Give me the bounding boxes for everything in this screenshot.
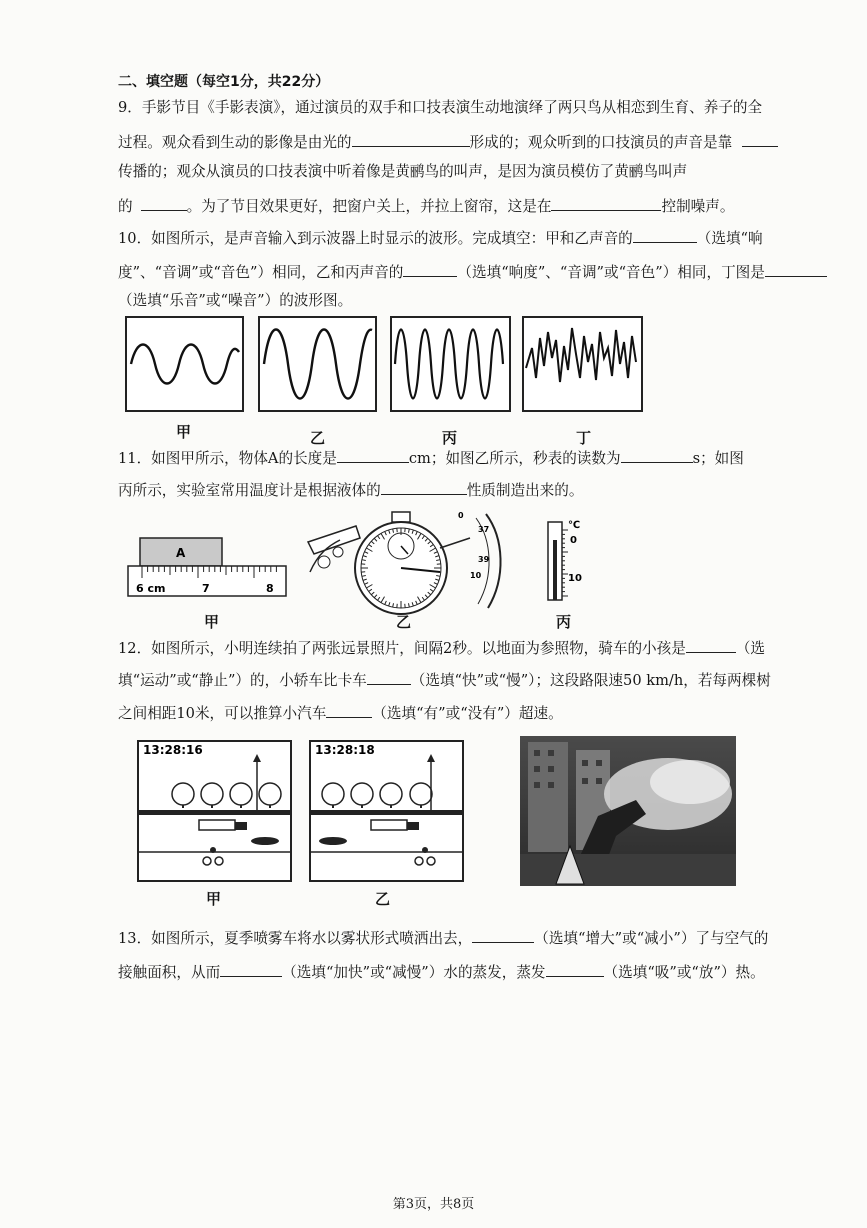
page-footer: 第3页，共8页 [392,1197,475,1212]
q10-line-1 [118,228,763,249]
answer-blank[interactable] [621,448,693,463]
figure-label: 丙 [556,613,572,631]
q13-text: （选填“吸”或“放”）热。 [603,964,765,981]
q11-line-1 [118,448,744,469]
section-title: 二、填空题（每空1分，共22分） [118,74,330,90]
q12-text: （选 [735,640,766,657]
waveform-ding [522,316,643,412]
q9-line-3: 传播的；观众从演员的口技表演中听着像是黄鹂鸟的叫声，是因为演员模仿了黄鹂鸟叫声 [118,163,688,180]
thermometer-tick-label: 0 [570,535,577,546]
answer-blank[interactable] [765,262,827,277]
answer-blank[interactable] [546,962,604,977]
q10-text: （选填“响 [696,230,763,247]
answer-blank[interactable] [337,448,409,463]
answer-blank[interactable] [381,480,467,495]
q10-text: 度”、“音调”或“音色”）相同，乙和丙声音的 [118,264,404,281]
figure-label: 甲 [204,613,220,631]
q13-line-2 [118,962,765,983]
thermometer-unit: ℃ [568,520,581,531]
sine-wave-figure [127,318,242,410]
ruler-tick-label: 6 cm [136,582,166,595]
q11-text: 11．如图甲所示，物体A的长度是 [118,450,337,467]
spray-truck-photo [520,736,736,886]
q11-text: 性质制造出来的。 [466,482,584,499]
q9-line-1: 9．手影节目《手影表演》，通过演员的双手和口技表演生动地演绎了两只鸟从相恋到生育、养子的全 [118,99,763,116]
q13-text: （选填“增大”或“减小”）了与空气的 [534,930,769,947]
waveform-yi [258,316,377,412]
q12-text: 12．如图所示，小明连续拍了两张远景照片，间隔2秒。以地面为参照物，骑车的小孩是 [118,640,686,657]
ruler-figure [126,530,291,600]
truck [199,820,235,830]
q11-text: s；如图 [692,450,744,467]
car [251,837,279,845]
q10-text: 10．如图所示，是声音输入到示波器上时显示的波形。完成填空：甲和乙声音的 [118,230,633,247]
sine-wave-figure [260,318,375,410]
q10-line-2 [118,262,827,283]
q13-text: （选填“加快”或“减慢”）水的蒸发，蒸发 [282,964,546,981]
q13-text: 接触面积，从而 [118,964,221,981]
q13-text: 13．如图所示，夏季喷雾车将水以雾状形式喷洒出去， [118,930,473,947]
stopwatch-mark: 10 [470,571,482,580]
stopwatch-mark: 39 [478,555,490,564]
q11-line-2 [118,480,583,501]
figure-label: 乙 [310,429,326,447]
answer-blank[interactable] [551,196,661,211]
q11-text: 丙所示，实验室常用温度计是根据液体的 [118,482,381,499]
answer-blank[interactable] [326,703,372,718]
sine-wave-figure [392,318,509,410]
ruler-tick-label: 8 [266,582,274,595]
q12-text: （选填“有”或“没有”）超速。 [372,705,563,722]
answer-blank[interactable] [352,132,470,147]
road-photo-jia [137,740,292,882]
q10-line-3: （选填“乐音”或“噪音”）的波形图。 [118,292,353,309]
answer-blank[interactable] [220,962,282,977]
figure-label: 甲 [206,890,222,908]
q12-line-1 [118,638,765,659]
q10-text: （选填“响度”、“音调”或“音色”）相同，丁图是 [457,264,765,281]
thermometer-tick-label: 10 [568,573,582,584]
object-a-label: A [176,546,186,560]
q12-text: （选填“快”或“慢”）；这段路限速50 km/h，若每两棵树 [410,672,771,689]
q12-text: 填“运动”或“静止”）的，小轿车比卡车 [118,672,367,689]
q9-line-4 [118,196,734,217]
q12-line-2 [118,670,771,691]
figure-label: 甲 [176,423,192,441]
truck [371,820,407,830]
q9-text: 过程。观众看到生动的影像是由光的 [118,134,352,151]
q12-text: 之间相距10米，可以推算小汽车 [118,705,327,722]
figure-label: 乙 [375,890,391,908]
answer-blank[interactable] [403,262,457,277]
q13-line-1 [118,928,768,949]
q9-line-2 [118,132,778,153]
answer-blank[interactable] [367,670,411,685]
stopwatch-mark: 0 [458,511,464,520]
q9-text: 。为了节目效果更好，把窗户关上，并拉上窗帘，这是在 [186,198,552,215]
stopwatch-figure [300,508,520,618]
road-photo-yi [309,740,464,882]
answer-blank[interactable] [686,638,736,653]
answer-blank[interactable] [633,228,697,243]
answer-blank[interactable] [141,196,187,211]
ruler-tick-label: 7 [202,582,210,595]
q9-text: 控制噪声。 [661,198,735,215]
q12-line-3 [118,703,563,724]
thermometer-figure [538,518,598,602]
photo-timestamp: 13:28:18 [315,743,375,757]
answer-blank[interactable] [472,928,534,943]
figure-label: 丁 [576,429,592,447]
figure-label: 乙 [396,613,412,631]
waveform-jia [125,316,244,412]
q11-text: cm；如图乙所示，秒表的读数为 [408,450,621,467]
answer-blank[interactable] [742,132,778,147]
stopwatch-mark: 37 [478,525,490,534]
waveform-bing [390,316,511,412]
q9-text: 的 [118,198,133,215]
photo-timestamp: 13:28:16 [143,743,203,757]
car [319,837,347,845]
figure-label: 丙 [442,429,458,447]
q9-text: 形成的；观众听到的口技演员的声音是靠 [469,134,733,151]
noise-wave-figure [524,318,641,410]
